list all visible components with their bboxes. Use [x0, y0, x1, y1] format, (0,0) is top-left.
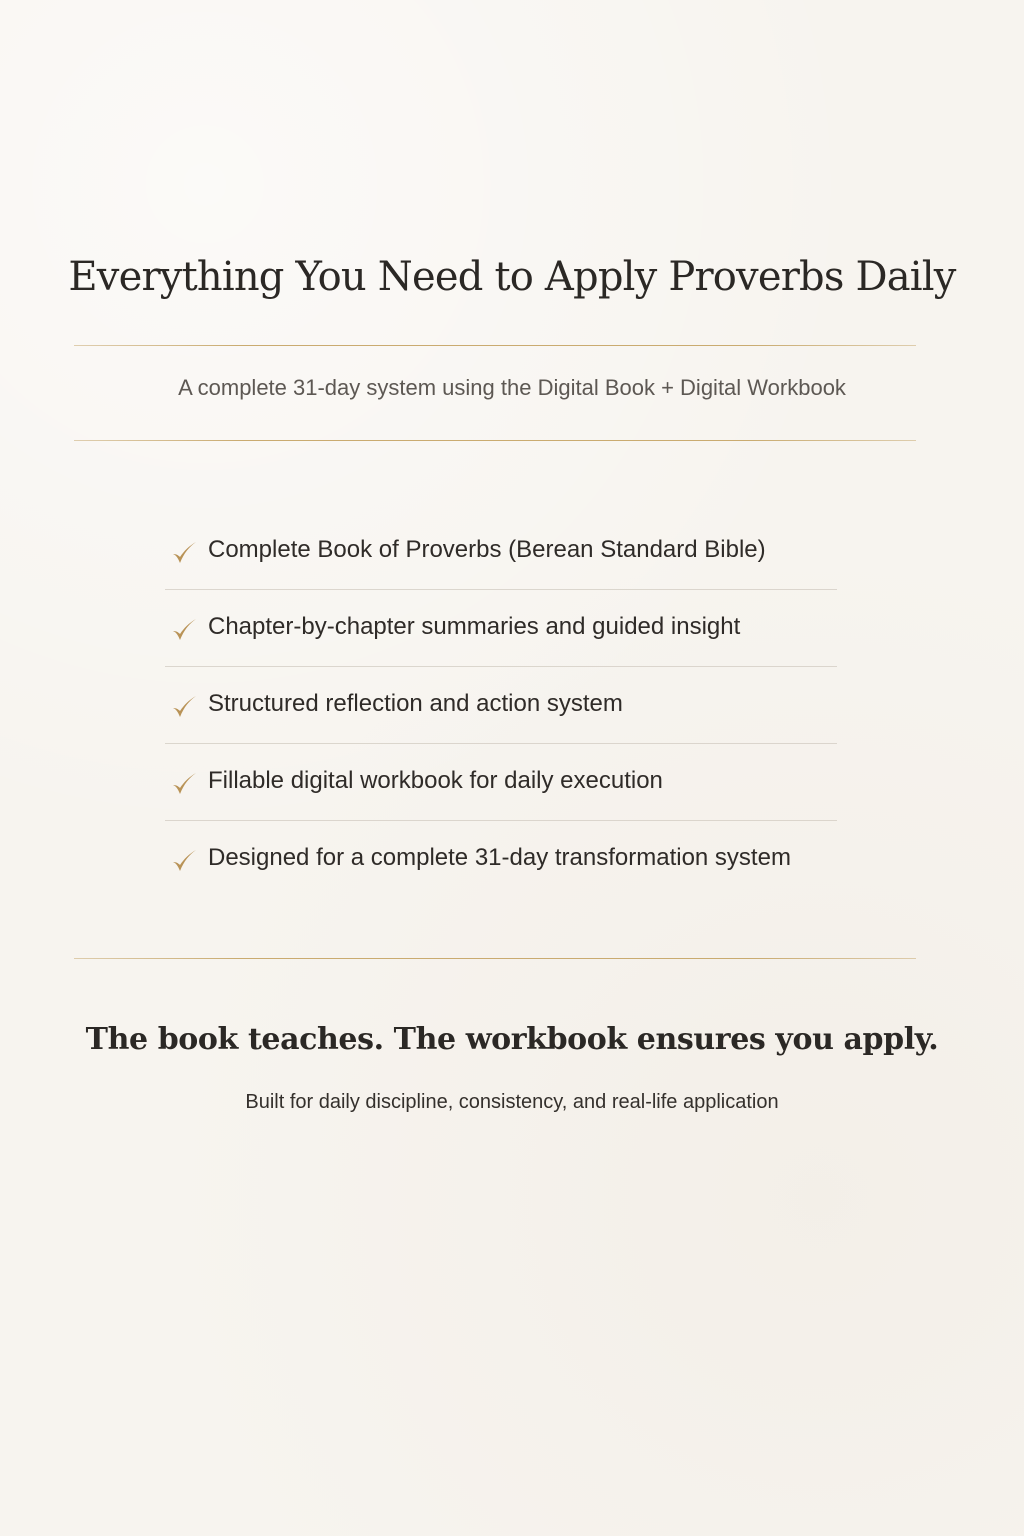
top-divider: [74, 345, 916, 346]
checkmark-icon: [170, 693, 198, 721]
feature-list-top-divider: [74, 440, 916, 441]
feature-item-complete-book: [165, 513, 837, 590]
checkmark-icon: [170, 847, 198, 875]
feature-label: Fillable digital workbook for daily execution: [208, 767, 663, 794]
feature-list: [165, 513, 837, 898]
checkmark-icon: [170, 539, 198, 567]
page-title: Everything You Need to Apply Proverbs Daily: [68, 254, 956, 300]
checkmark-icon: [170, 770, 198, 798]
feature-label: Chapter-by-chapter summaries and guided insight: [208, 613, 741, 640]
bottom-divider: [74, 958, 916, 959]
feature-item-workbook: [165, 744, 837, 821]
feature-item-summaries: [165, 590, 837, 667]
checkmark-icon: [170, 616, 198, 644]
page-subtitle: A complete 31-day system using the Digital Book + Digital Workbook: [178, 375, 846, 400]
feature-label: Designed for a complete 31-day transformation system: [208, 844, 791, 871]
feature-label: Complete Book of Proverbs (Berean Standard Bible): [208, 536, 766, 563]
tagline: The book teaches. The workbook ensures you apply.: [85, 1022, 939, 1057]
feature-label: Structured reflection and action system: [208, 690, 623, 717]
feature-item-transformation-system: [165, 821, 837, 898]
feature-item-reflection-system: [165, 667, 837, 744]
caption: Built for daily discipline, consistency, and real-life application: [245, 1091, 779, 1113]
